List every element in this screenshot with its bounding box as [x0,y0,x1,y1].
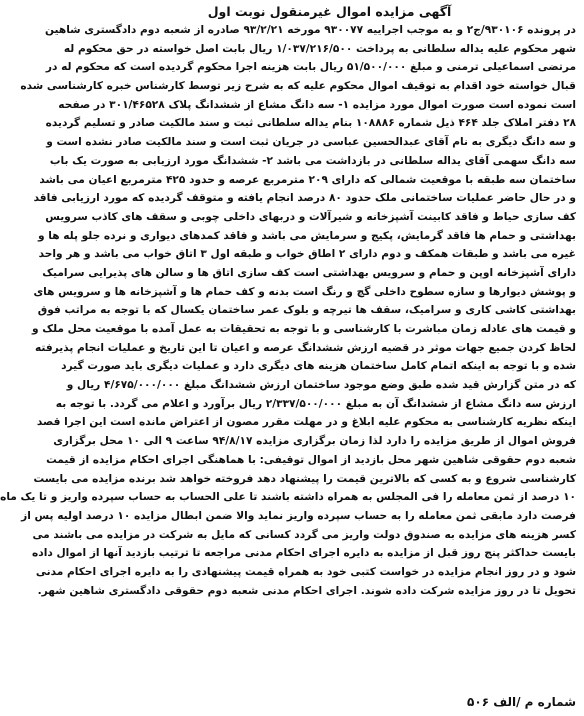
notice-number: شماره م /الف ۵۰۶ [467,695,576,709]
notice-line: کف سازی حیاط و فاقد کابینت آشپزخانه و شیرآلات و دربهای داخلی چوبی و سقف های کاذب سرویس [45,210,576,223]
notice-body [0,21,576,692]
notice-line: و قیمت های عادله زمان مباشرت با کارشناسی و با توجه به تحقیقات به عمل آمده با موقعیت محل ملک و [31,323,576,335]
notice-line: که در متن گزارش قید شده طبق وضع موجود ساختمان ارزش ششدانگ مبلغ ۴/۶۷۵/۰۰۰/۰۰۰ ریال و [66,379,576,392]
notice-line: بایست حداکثر پنج روز قبل از مزایده به دایره اجرای احکام مدنی مراجعه تا ترتیب بازدید آنها از اموال داده [32,547,576,560]
notice-line: و در حال حاضر عملیات ساختمانی ملک حدود ۸۰ درصد انجام یافته و متوقف گردیده که مورد ارزیابی فاقد [33,192,576,205]
notice-line: فروش اموال از طریق مزایده را دارد لذا زمان برگزاری مزایده ۹۴/۸/۱۷ ساعت ۹ الی ۱۰ محل برگزاری [53,435,576,448]
notice-line: تحویل تا در روز مزایده شرکت داده شوند. اجرای احکام مدنی شعبه دوم حقوقی دادگستری شاهین شهر. [37,584,576,597]
notice-line: مرتضی اسماعیلی ترمنی و مبلغ ۵۱/۵۰۰/۰۰۰ ریال بابت هزینه اجرا محکوم گردیده است که محکوم له در [45,61,576,74]
notice-line: دارای آشپزخانه اوپن و حمام و سرویس بهداشتی است کف سازی اتاق ها و سالن های پذیرایی سرامیک [42,266,576,279]
notice-line: و سه دانگ دیگری به نام آقای عبدالحسین عباسی در جریان ثبت است و سند مالکیت صادر نشده است و [46,136,576,149]
notice-line: و پوشش دیوارها و سازه سطوح داخلی گچ و رنگ است بدنه و کف حمام ها و آشپزخانه ها و سرویس های [33,285,576,298]
notice-line: فرصت دارد مابقی ثمن معامله را به حساب سپرده واریز نماید والا ضمن ابطال مزایده ۱۰ درصد اولیه پس از [21,509,576,522]
notice-line: شود و در روز انجام مزایده در خواست کتبی خود به همراه قیمت پیشنهادی را به دایره اجرای احکام مدنی [35,565,576,578]
notice-line: کسر هزینه های مزایده به صندوق دولت واریز می گردد کسانی که مایل به شرکت در مزایده می باشند می [32,528,576,541]
notice-line: بهداشتی کاشی کاری و سرامیک، سقف ها تیرچه و بلوک عمر ساختمان یکسال که با توجه به مراتب فوق [37,304,576,317]
notice-line: غیره می باشد و طبقات همکف و دوم دارای ۲ اطاق خواب و طبقه اول ۳ اتاق خواب می باشد و هر واحد [38,248,576,261]
notice-line: شهر محکوم علیه یداله سلطانی به پرداخت ۱/۰۳۷/۲۱۶/۵۰۰ ریال بابت اصل خواسته در حق محکوم له [63,42,576,55]
notice-line: ۱۰ درصد از ثمن معامله را فی المجلس به همراه داشته باشند تا علی الحساب به حساب سپرده واریز و تا یک ماه [0,491,576,504]
notice-line: ۲۸ دفتر املاک جلد ۴۶۴ ذیل شماره ۱۰۸۸۸۶ بنام یداله سلطانی ثبت و سند مالکیت صادر و تسلیم گردیده [45,117,576,130]
notice-line: لحاظ کردن جمیع جهات موثر در قضیه ارزش ششدانگ عرصه و اعیان تا این تاریخ و عملیات انجام پذیرفته [35,341,576,354]
notice-line: ساختمان سه طبقه با موقعیت شمالی که دارای ۲۰۹ مترمربع عرصه و حدود ۴۲۵ مترمربع اعیان می باشد [39,173,576,186]
notice-line: ارزش سه دانگ مشاع از ششدانگ آن به مبلغ ۲/۳۳۷/۵۰۰/۰۰۰ ریال برآورد و اعلام می گردد. با توجه به [55,397,576,410]
notice-title: آگهی مزایده اموال غیرمنقول نوبت اول [207,4,452,19]
notice-line: سه دانگ سهمی آقای یداله سلطانی در بازداشت می باشد ۲- ششدانگ مورد ارزیابی به صورت یک باب [49,154,576,167]
notice-line: شده و با توجه به اینکه اتمام کامل ساختمان هزینه های دیگری دارد و عملیات دیگری باید صورت گیرد [61,360,576,373]
notice-line: کارشناسی شروع و به کسی که بالاترین قیمت را پیشنهاد دهد فروخته خواهد شد برنده مزایده می بایست [33,472,576,485]
notice-line: اینکه نظریه کارشناسی به محکوم علیه ابلاغ و در مهلت مقرر مصون از اعتراض مانده است این اجرا قصد [36,416,576,429]
notice-line: بهداشتی و حمام ها فاقد گرمایش، پکیج و سرمایش می باشد و فاقد کمدهای دیواری و نرده جلو پله ها و [37,229,576,242]
notice-line: است نموده است صورت اموال مورد مزایده ۱- سه دانگ مشاع از ششدانگ پلاک ۳۰۱/۴۶۵۲۸ در صفحه [58,98,576,111]
notice-line: در پرونده ۹۳۰۱۰۶/ج۲ و به موجب اجراییه ۹۳۰۰۷۷ مورخه ۹۳/۲/۲۱ صادره از شعبه دوم دادگستری شاهین [45,24,576,36]
notice-line: قبال خواسته خود اقدام به توقیف اموال محکوم علیه که به شرح زیر توسط کارشناس خبره کارشناسی شده [20,80,576,93]
notice-line: شعبه دوم حقوقی شاهین شهر محل بازدید از اموال توقیفی: با هماهنگی اجرای احکام مزایده از قیمت [46,453,576,466]
